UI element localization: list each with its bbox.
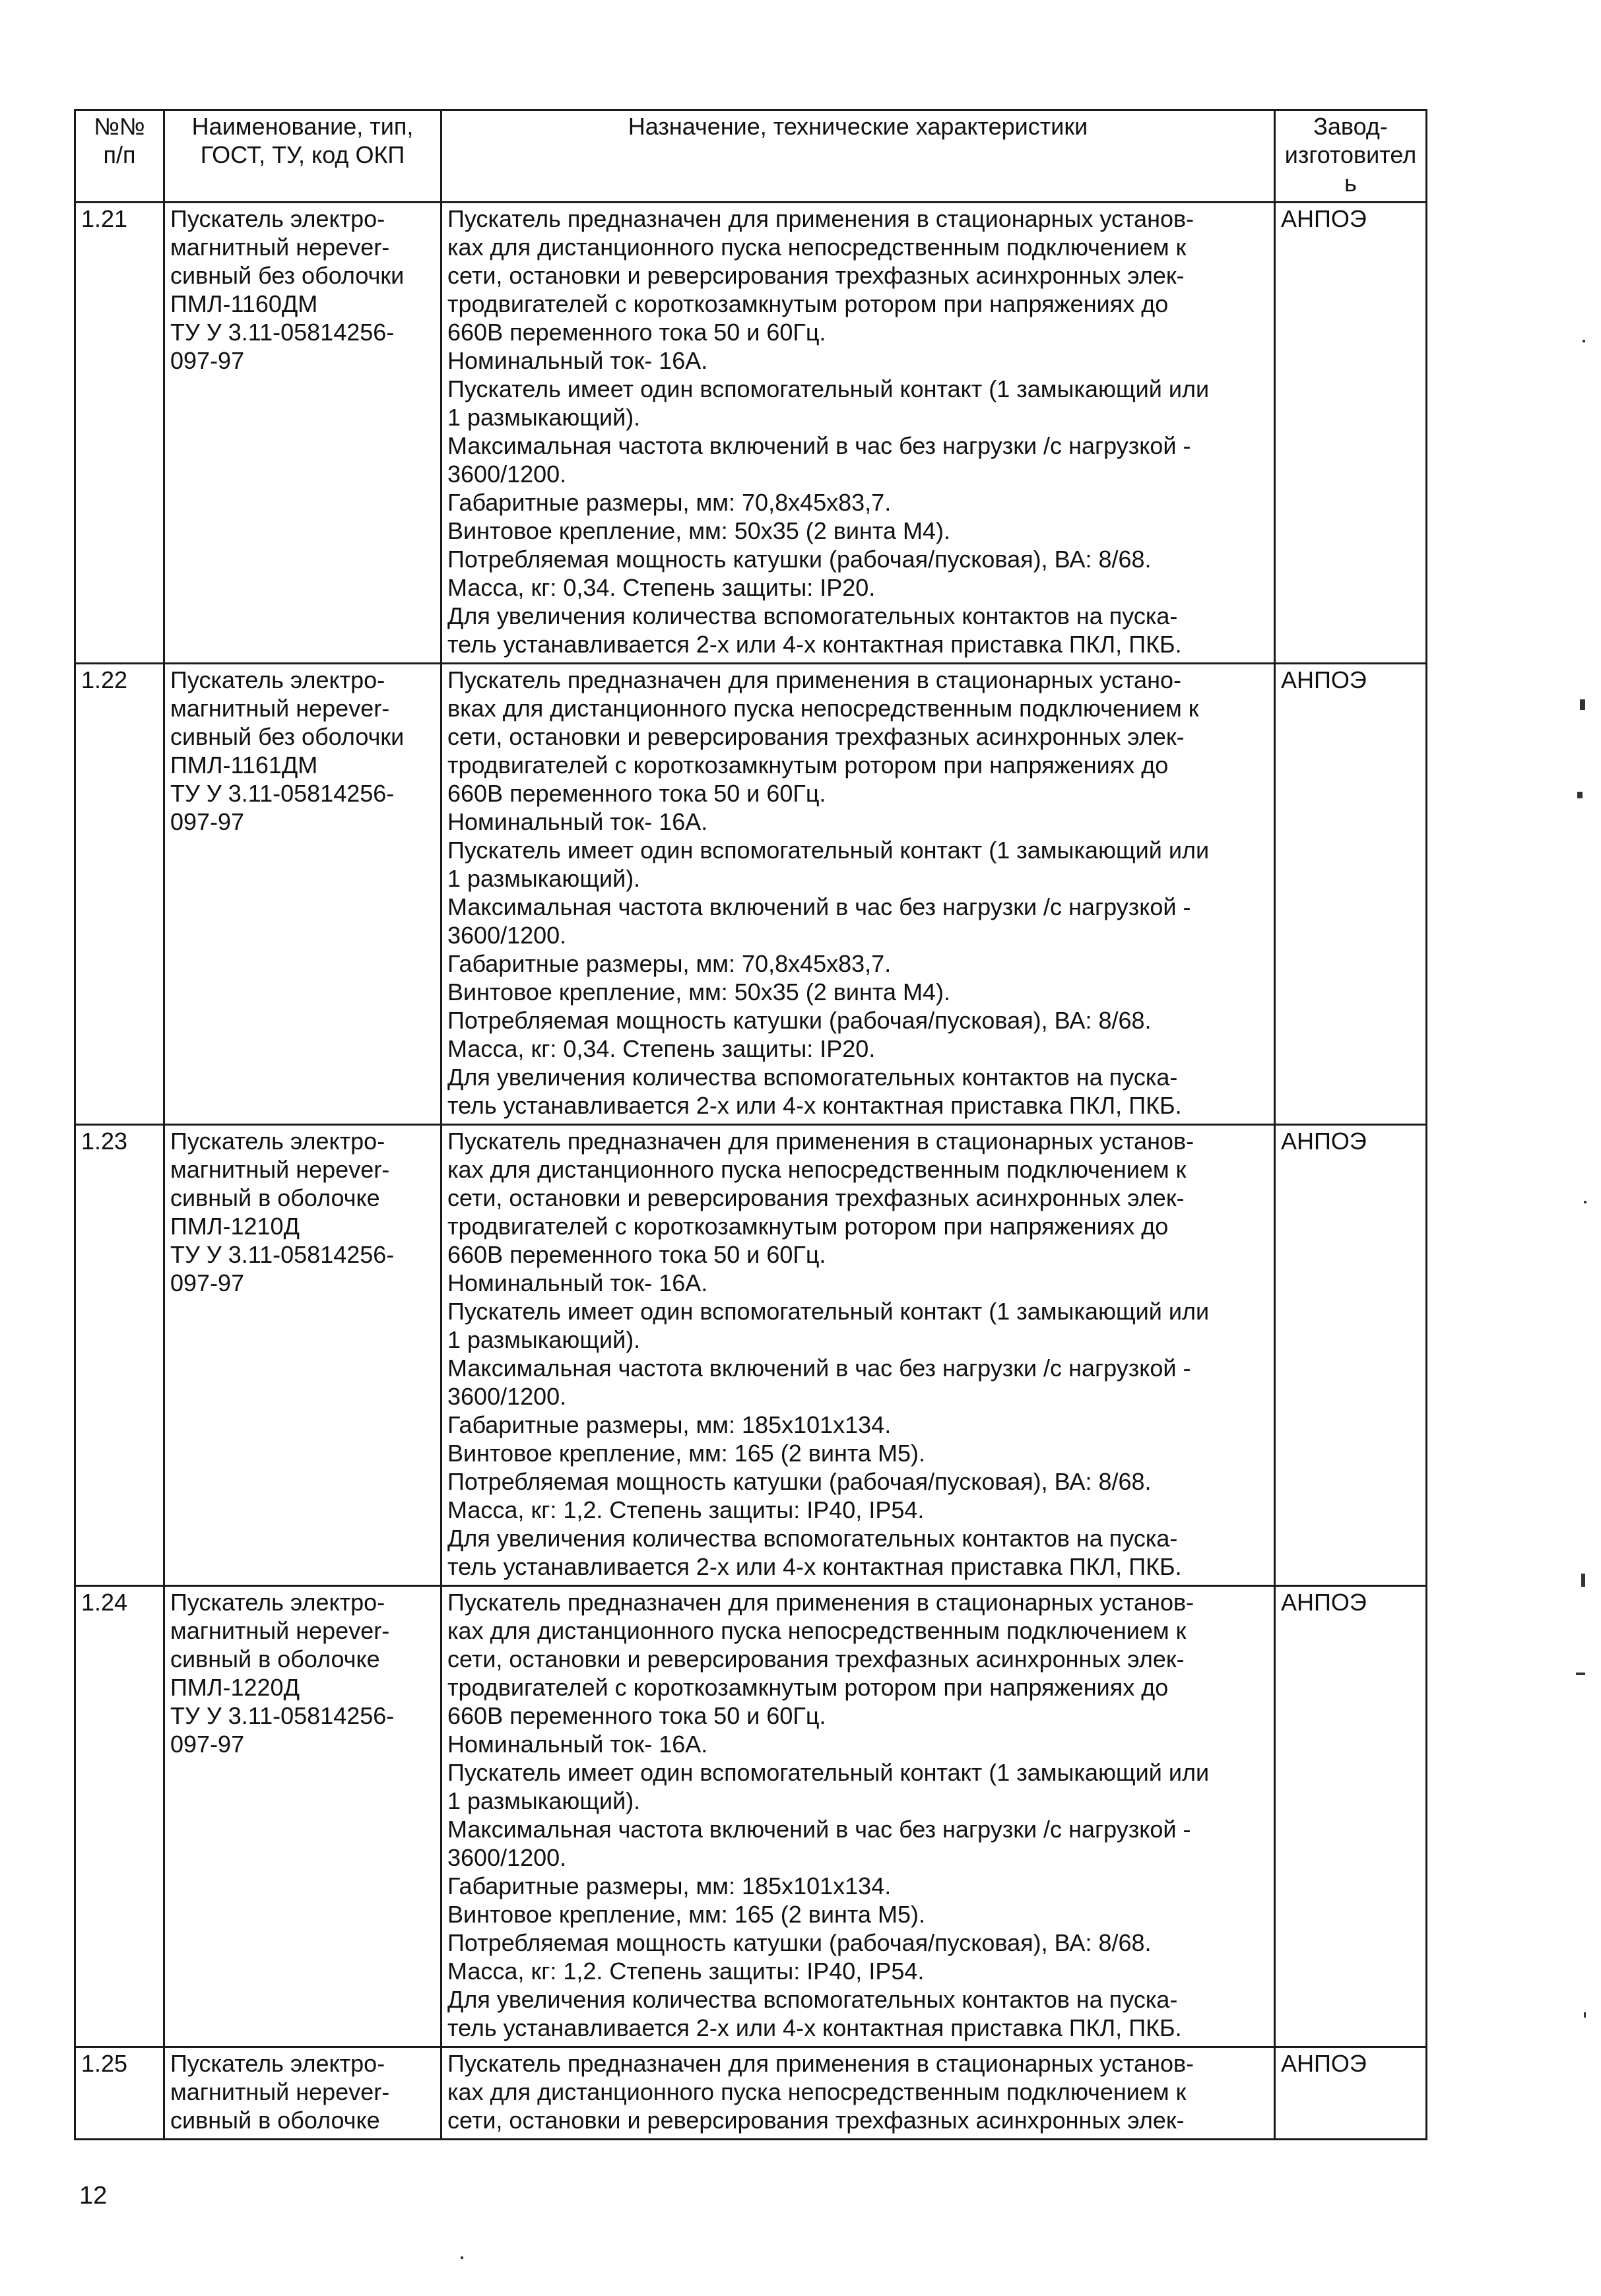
purpose-line: Для увеличения количества вспомогательных контактов на пуска- bbox=[447, 1986, 1178, 2013]
cell-name bbox=[164, 664, 441, 1125]
cell-name bbox=[164, 1586, 441, 2047]
purpose-line: Номинальный ток- 16А. bbox=[447, 347, 708, 374]
purpose-line: 3600/1200. bbox=[447, 1383, 567, 1410]
purpose-line: 1 размыкающий). bbox=[447, 865, 641, 892]
purpose-line: Номинальный ток- 16А. bbox=[447, 1269, 708, 1296]
purpose-line: Потребляемая мощность катушки (рабочая/пусковая), ВА: 8/68. bbox=[447, 1929, 1152, 1956]
header-name: Наименование, тип, ГОСТ, ТУ, код ОКП bbox=[164, 110, 441, 203]
purpose-line: Масса, кг: 0,34. Степень защиты: IP20. bbox=[447, 574, 876, 601]
name-line: ТУ У 3.11-05814256- bbox=[170, 319, 395, 346]
cell-number: 1.22 bbox=[75, 664, 164, 1125]
name-line: ПМЛ-1210Д bbox=[170, 1213, 300, 1240]
purpose-line: 660В переменного тока 50 и 60Гц. bbox=[447, 319, 826, 346]
name-line: Пускатель электро- bbox=[170, 205, 385, 232]
purpose-line: Габаритные размеры, мм: 70,8x45x83,7. bbox=[447, 950, 892, 977]
cell-number: 1.23 bbox=[75, 1125, 164, 1586]
table-row bbox=[75, 1586, 1427, 2047]
cell-number: 1.25 bbox=[75, 2047, 164, 2140]
purpose-line: сети, остановки и реверсирования трехфазных асинхронных элек- bbox=[447, 723, 1185, 750]
purpose-line: Пускатель имеет один вспомогательный контакт (1 замыкающий или bbox=[447, 375, 1210, 402]
name-line: магнитный нерever- bbox=[170, 234, 390, 261]
name-line: магнитный нерever- bbox=[170, 1617, 390, 1644]
purpose-line: Максимальная частота включений в час без нагрузки /с нагрузкой - bbox=[447, 1816, 1191, 1843]
name-line: ПМЛ-1161ДМ bbox=[170, 751, 318, 779]
scan-speck bbox=[1581, 1574, 1585, 1587]
purpose-line: Пускатель предназначен для применения в стационарных устано- bbox=[447, 666, 1181, 693]
table-row bbox=[75, 1125, 1427, 1586]
purpose-line: Максимальная частота включений в час без нагрузки /с нагрузкой - bbox=[447, 1355, 1191, 1382]
scan-speck bbox=[1577, 792, 1583, 798]
purpose-line: Пускатель предназначен для применения в стационарных установ- bbox=[447, 1128, 1194, 1155]
name-line: сивный в оболочке bbox=[170, 2107, 380, 2134]
purpose-line: 1 размыкающий). bbox=[447, 1787, 641, 1814]
purpose-line: тель устанавливается 2-х или 4-х контактная приставка ПКЛ, ПКБ. bbox=[447, 631, 1182, 658]
purpose-line: Максимальная частота включений в час без нагрузки /с нагрузкой - bbox=[447, 432, 1191, 459]
name-line: ПМЛ-1160ДМ bbox=[170, 290, 318, 317]
purpose-line: Винтовое крепление, мм: 165 (2 винта М5). bbox=[447, 1901, 926, 1928]
name-line: сивный в оболочке bbox=[170, 1184, 380, 1211]
purpose-line: сети, остановки и реверсирования трехфазных асинхронных элек- bbox=[447, 1184, 1185, 1211]
purpose-line: 660В переменного тока 50 и 60Гц. bbox=[447, 1241, 826, 1268]
cell-purpose bbox=[441, 2047, 1275, 2140]
purpose-line: Масса, кг: 0,34. Степень защиты: IP20. bbox=[447, 1035, 876, 1062]
purpose-line: тель устанавливается 2-х или 4-х контактная приставка ПКЛ, ПКБ. bbox=[447, 1092, 1182, 1119]
purpose-line: тель устанавливается 2-х или 4-х контактная приставка ПКЛ, ПКБ. bbox=[447, 2014, 1182, 2041]
table-row bbox=[75, 664, 1427, 1125]
purpose-line: сети, остановки и реверсирования трехфазных асинхронных элек- bbox=[447, 1645, 1185, 1673]
table-header-row bbox=[75, 110, 1427, 203]
name-line: 097-97 bbox=[170, 347, 245, 374]
purpose-line: Габаритные размеры, мм: 70,8x45x83,7. bbox=[447, 489, 892, 516]
name-line: магнитный нерever- bbox=[170, 1156, 390, 1183]
purpose-line: вках для дистанционного пуска непосредственным подключением к bbox=[447, 695, 1199, 722]
name-line: сивный без оболочки bbox=[170, 262, 405, 289]
purpose-line: тродвигателей с короткозамкнутым ротором при напряжениях до bbox=[447, 290, 1169, 317]
purpose-line: ках для дистанционного пуска непосредственным подключением к bbox=[447, 1617, 1187, 1644]
purpose-line: Пускатель предназначен для применения в стационарных установ- bbox=[447, 205, 1194, 232]
name-line: 097-97 bbox=[170, 1731, 245, 1758]
name-line: ПМЛ-1220Д bbox=[170, 1674, 300, 1701]
purpose-line: ках для дистанционного пуска непосредственным подключением к bbox=[447, 1156, 1187, 1183]
cell-manufacturer: АНПОЭ bbox=[1275, 1125, 1427, 1586]
purpose-line: тродвигателей с короткозамкнутым ротором при напряжениях до bbox=[447, 751, 1169, 779]
table-row bbox=[75, 2047, 1427, 2140]
purpose-line: Потребляемая мощность катушки (рабочая/пусковая), ВА: 8/68. bbox=[447, 546, 1152, 573]
table-row bbox=[75, 203, 1427, 664]
cell-purpose bbox=[441, 1586, 1275, 2047]
cell-purpose bbox=[441, 1125, 1275, 1586]
name-line: сивный без оболочки bbox=[170, 723, 405, 750]
purpose-line: Для увеличения количества вспомогательных контактов на пуска- bbox=[447, 1525, 1178, 1552]
name-line: 097-97 bbox=[170, 1269, 245, 1296]
name-line: 097-97 bbox=[170, 808, 245, 835]
cell-number: 1.21 bbox=[75, 203, 164, 664]
purpose-line: Масса, кг: 1,2. Степень защиты: IP40, IP54. bbox=[447, 1496, 925, 1523]
cell-purpose bbox=[441, 203, 1275, 664]
table-body bbox=[75, 203, 1427, 2140]
cell-manufacturer: АНПОЭ bbox=[1275, 203, 1427, 664]
page-number: 12 bbox=[79, 2182, 108, 2210]
purpose-line: Винтовое крепление, мм: 50x35 (2 винта М4). bbox=[447, 517, 951, 544]
header-purpose: Назначение, технические характеристики bbox=[441, 110, 1275, 203]
purpose-line: Потребляемая мощность катушки (рабочая/пусковая), ВА: 8/68. bbox=[447, 1468, 1152, 1495]
purpose-line: Пускатель предназначен для применения в стационарных установ- bbox=[447, 2050, 1194, 2077]
purpose-line: тродвигателей с короткозамкнутым ротором при напряжениях до bbox=[447, 1674, 1169, 1701]
purpose-line: Пускатель имеет один вспомогательный контакт (1 замыкающий или bbox=[447, 1759, 1210, 1786]
cell-manufacturer: АНПОЭ bbox=[1275, 1586, 1427, 2047]
purpose-line: 3600/1200. bbox=[447, 461, 567, 488]
purpose-line: Для увеличения количества вспомогательных контактов на пуска- bbox=[447, 1064, 1178, 1091]
purpose-line: Масса, кг: 1,2. Степень защиты: IP40, IP54. bbox=[447, 1958, 925, 1985]
purpose-line: Винтовое крепление, мм: 50x35 (2 винта М4). bbox=[447, 978, 951, 1005]
name-line: сивный в оболочке bbox=[170, 1645, 380, 1673]
purpose-line: Для увеличения количества вспомогательных контактов на пуска- bbox=[447, 602, 1178, 629]
purpose-line: 1 размыкающий). bbox=[447, 1326, 641, 1353]
header-manufacturer: Завод-изготовитель bbox=[1275, 110, 1427, 203]
purpose-line: сети, остановки и реверсирования трехфазных асинхронных элек- bbox=[447, 262, 1185, 289]
name-line: Пускатель электро- bbox=[170, 1589, 385, 1616]
purpose-line: Пускатель имеет один вспомогательный контакт (1 замыкающий или bbox=[447, 1298, 1210, 1325]
cell-name bbox=[164, 203, 441, 664]
purpose-line: ках для дистанционного пуска непосредственным подключением к bbox=[447, 2078, 1187, 2105]
purpose-line: 1 размыкающий). bbox=[447, 404, 641, 431]
cell-name bbox=[164, 1125, 441, 1586]
cell-name bbox=[164, 2047, 441, 2140]
name-line: Пускатель электро- bbox=[170, 1128, 385, 1155]
purpose-line: Винтовое крепление, мм: 165 (2 винта М5). bbox=[447, 1440, 926, 1467]
purpose-line: 3600/1200. bbox=[447, 1844, 567, 1871]
purpose-line: Номинальный ток- 16А. bbox=[447, 1731, 708, 1758]
purpose-line: ках для дистанционного пуска непосредственным подключением к bbox=[447, 234, 1187, 261]
purpose-line: Пускатель имеет один вспомогательный контакт (1 замыкающий или bbox=[447, 837, 1210, 864]
scan-speck bbox=[1584, 1201, 1586, 1203]
purpose-line: тродвигателей с короткозамкнутым ротором при напряжениях до bbox=[447, 1213, 1169, 1240]
scan-speck bbox=[1583, 340, 1585, 342]
purpose-line: Номинальный ток- 16А. bbox=[447, 808, 708, 835]
name-line: магнитный нерever- bbox=[170, 2078, 390, 2105]
purpose-line: сети, остановки и реверсирования трехфазных асинхронных элек- bbox=[447, 2107, 1185, 2134]
scan-speck bbox=[1576, 1673, 1585, 1675]
cell-manufacturer: АНПОЭ bbox=[1275, 664, 1427, 1125]
scan-speck bbox=[1584, 2012, 1586, 2018]
purpose-line: 660В переменного тока 50 и 60Гц. bbox=[447, 780, 826, 807]
header-number: №№ п/п bbox=[75, 110, 164, 203]
name-line: ТУ У 3.11-05814256- bbox=[170, 1241, 395, 1268]
purpose-line: Габаритные размеры, мм: 185x101x134. bbox=[447, 1411, 892, 1438]
cell-number: 1.24 bbox=[75, 1586, 164, 2047]
cell-manufacturer: АНПОЭ bbox=[1275, 2047, 1427, 2140]
name-line: ТУ У 3.11-05814256- bbox=[170, 780, 395, 807]
purpose-line: 660В переменного тока 50 и 60Гц. bbox=[447, 1702, 826, 1729]
cell-purpose bbox=[441, 664, 1275, 1125]
purpose-line: Максимальная частота включений в час без нагрузки /с нагрузкой - bbox=[447, 893, 1191, 920]
name-line: магнитный нерever- bbox=[170, 695, 390, 722]
purpose-line: Потребляемая мощность катушки (рабочая/пусковая), ВА: 8/68. bbox=[447, 1007, 1152, 1034]
name-line: Пускатель электро- bbox=[170, 2050, 385, 2077]
purpose-line: Пускатель предназначен для применения в стационарных установ- bbox=[447, 1589, 1194, 1616]
name-line: Пускатель электро- bbox=[170, 666, 385, 693]
scan-speck bbox=[461, 2256, 463, 2259]
name-line: ТУ У 3.11-05814256- bbox=[170, 1702, 395, 1729]
product-table bbox=[74, 109, 1427, 2140]
purpose-line: тель устанавливается 2-х или 4-х контактная приставка ПКЛ, ПКБ. bbox=[447, 1553, 1182, 1580]
scan-speck bbox=[1580, 699, 1585, 710]
purpose-line: 3600/1200. bbox=[447, 922, 567, 949]
purpose-line: Габаритные размеры, мм: 185x101x134. bbox=[447, 1872, 892, 1899]
